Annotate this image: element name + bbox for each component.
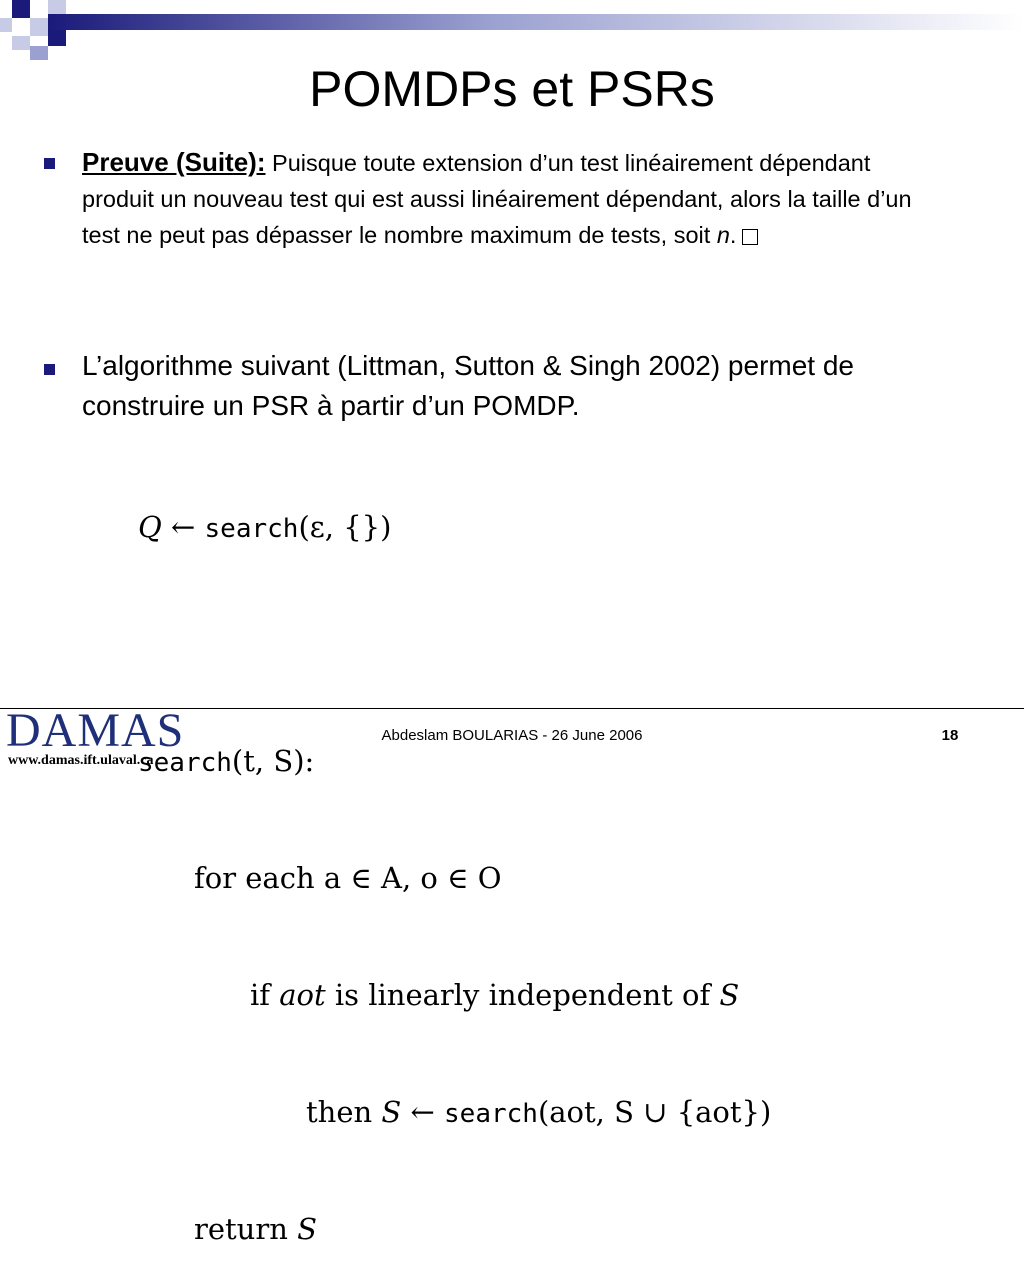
bullet-body: Puisque toute extension d’un test linéairement dépendant produit un nouveau test qui est aussi linéairement dépendant, alors la taille d’un test ne peut pas dépasser le nombre maximum de tests, soit (82, 150, 912, 248)
slide-title: POMDPs et PSRs (309, 61, 715, 117)
algo-line-5: then S ← search(aot, S ∪ {aot}) (306, 1095, 772, 1129)
algo-blank (138, 625, 771, 664)
bullet-italic-n: n (716, 222, 730, 248)
qed-square-icon (742, 229, 758, 245)
bullet-square-icon (44, 364, 55, 375)
logo-word: DAMAS (6, 704, 185, 757)
bullet-lead: Preuve (Suite): (82, 147, 266, 177)
algo-line-6: return S (194, 1212, 317, 1246)
algo-line-2: search(t, S): (138, 744, 315, 778)
algo-line-3: for each a ∈ A, o ∈ O (194, 861, 502, 895)
algo-line-4: if aot is linearly independent of S (250, 978, 740, 1012)
footer-author-date: Abdeslam BOULARIAS - 26 June 2006 (381, 727, 643, 744)
bullet-algorithm-text: L’algorithme suivant (Littman, Sutton & Singh 2002) permet de construire un PSR à partir d’un POMDP. (82, 350, 854, 421)
bullet-algorithm-intro (44, 346, 944, 426)
algo-line-1: Q ← search(ε, {}) (138, 510, 392, 544)
bullet-proof-text (82, 144, 944, 253)
bullet-square-icon (44, 158, 55, 169)
page-number: 18 (941, 727, 959, 744)
top-decoration (0, 0, 1024, 60)
bullet-end: . (729, 222, 737, 248)
bullet-proof (44, 144, 944, 253)
top-gradient-band (0, 0, 1024, 60)
algorithm-pseudocode (138, 430, 771, 1288)
logo-url: www.damas.ift.ulaval.ca (8, 753, 154, 768)
